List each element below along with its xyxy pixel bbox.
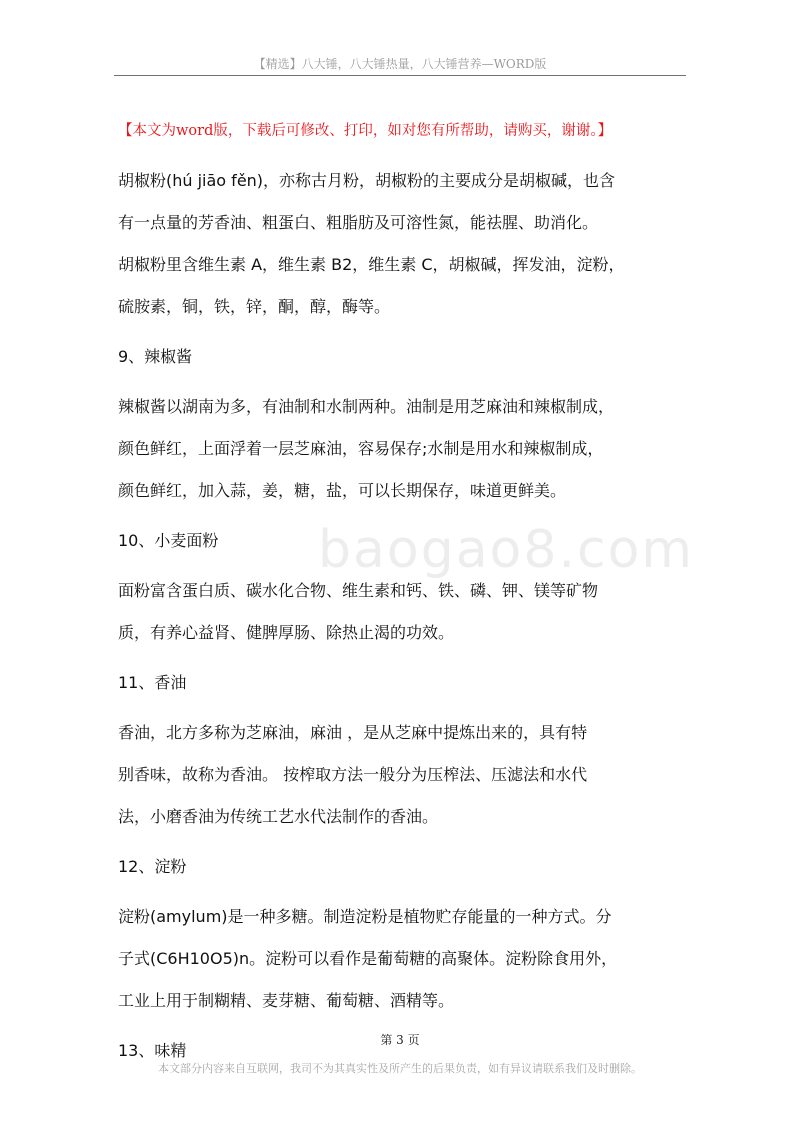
paragraph-line: 颜色鲜红，加入蒜，姜，糖，盐，可以长期保存，味道更鲜美。 [118,481,567,500]
paragraph-line: 硫胺素，铜，铁，锌，酮，醇，酶等。 [118,297,391,316]
paragraph-line: 香油，北方多称为芝麻油，麻油 ，是从芝麻中提炼出来的，具有特 [118,723,588,742]
section-heading-chili-sauce: 9、辣椒酱 [118,347,193,366]
paragraph-line: 有一点量的芳香油、粗蛋白、粗脂肪及可溶性氮，能祛腥、助消化。 [118,213,599,232]
paragraph-line: 淀粉(amylum)是一种多糖。制造淀粉是植物贮存能量的一种方式。分 [118,907,612,926]
paragraph-starch [118,896,688,1022]
paragraph-wheat-flour [118,570,688,654]
paragraph-line: 辣椒酱以湖南为多，有油制和水制两种。油制是用芝麻油和辣椒制成， [118,397,615,416]
page-header: 【精选】八大锤，八大锤热量，八大锤营养—WORD版 [253,57,547,71]
paragraph-chili-sauce [118,386,688,512]
watermark: baogao8.com [318,520,695,580]
header-divider [114,75,686,76]
paragraph-pepper-powder [118,160,688,328]
paragraph-sesame-oil [118,712,688,838]
paragraph-line: 颜色鲜红，上面浮着一层芝麻油，容易保存;水制是用水和辣椒制成， [118,439,604,458]
paragraph-line: 别香味，故称为香油。 按榨取方法一般分为压榨法、压滤法和水代 [118,765,588,784]
section-heading-starch: 12、淀粉 [118,857,187,876]
page-number: 第 3 页 [380,1033,420,1047]
paragraph-line: 质，有养心益肾、健脾厚肠、除热止渴的功效。 [118,623,455,642]
paragraph-line: 胡椒粉里含维生素 A，维生素 B2，维生素 C，胡椒碱，挥发油，淀粉， [118,255,625,274]
paragraph-line: 工业上用于制糊精、麦芽糖、葡萄糖、酒精等。 [118,991,455,1010]
download-notice: 【本文为word版，下载后可修改、打印，如对您有所帮助，请购买，谢谢。】 [118,123,613,139]
document-body [118,160,688,1080]
paragraph-line: 面粉富含蛋白质、碳水化合物、维生素和钙、铁、磷、钾、镁等矿物 [118,581,599,600]
paragraph-line: 胡椒粉(hú jiāo fěn)，亦称古月粉，胡椒粉的主要成分是胡椒碱，也含 [118,171,616,190]
section-heading-wheat-flour: 10、小麦面粉 [118,531,219,550]
paragraph-line: 子式(C6H10O5)n。淀粉可以看作是葡萄糖的高聚体。淀粉除食用外， [118,949,618,968]
section-heading-msg: 13、味精 [118,1041,187,1060]
paragraph-line: 法，小磨香油为传统工艺水代法制作的香油。 [118,807,439,826]
section-heading-sesame-oil: 11、香油 [118,673,187,692]
page-footer-disclaimer: 本文部分内容来自互联网，我司不为其真实性及所产生的后果负责，如有异议请联系我们及时删除。 [158,1062,642,1075]
